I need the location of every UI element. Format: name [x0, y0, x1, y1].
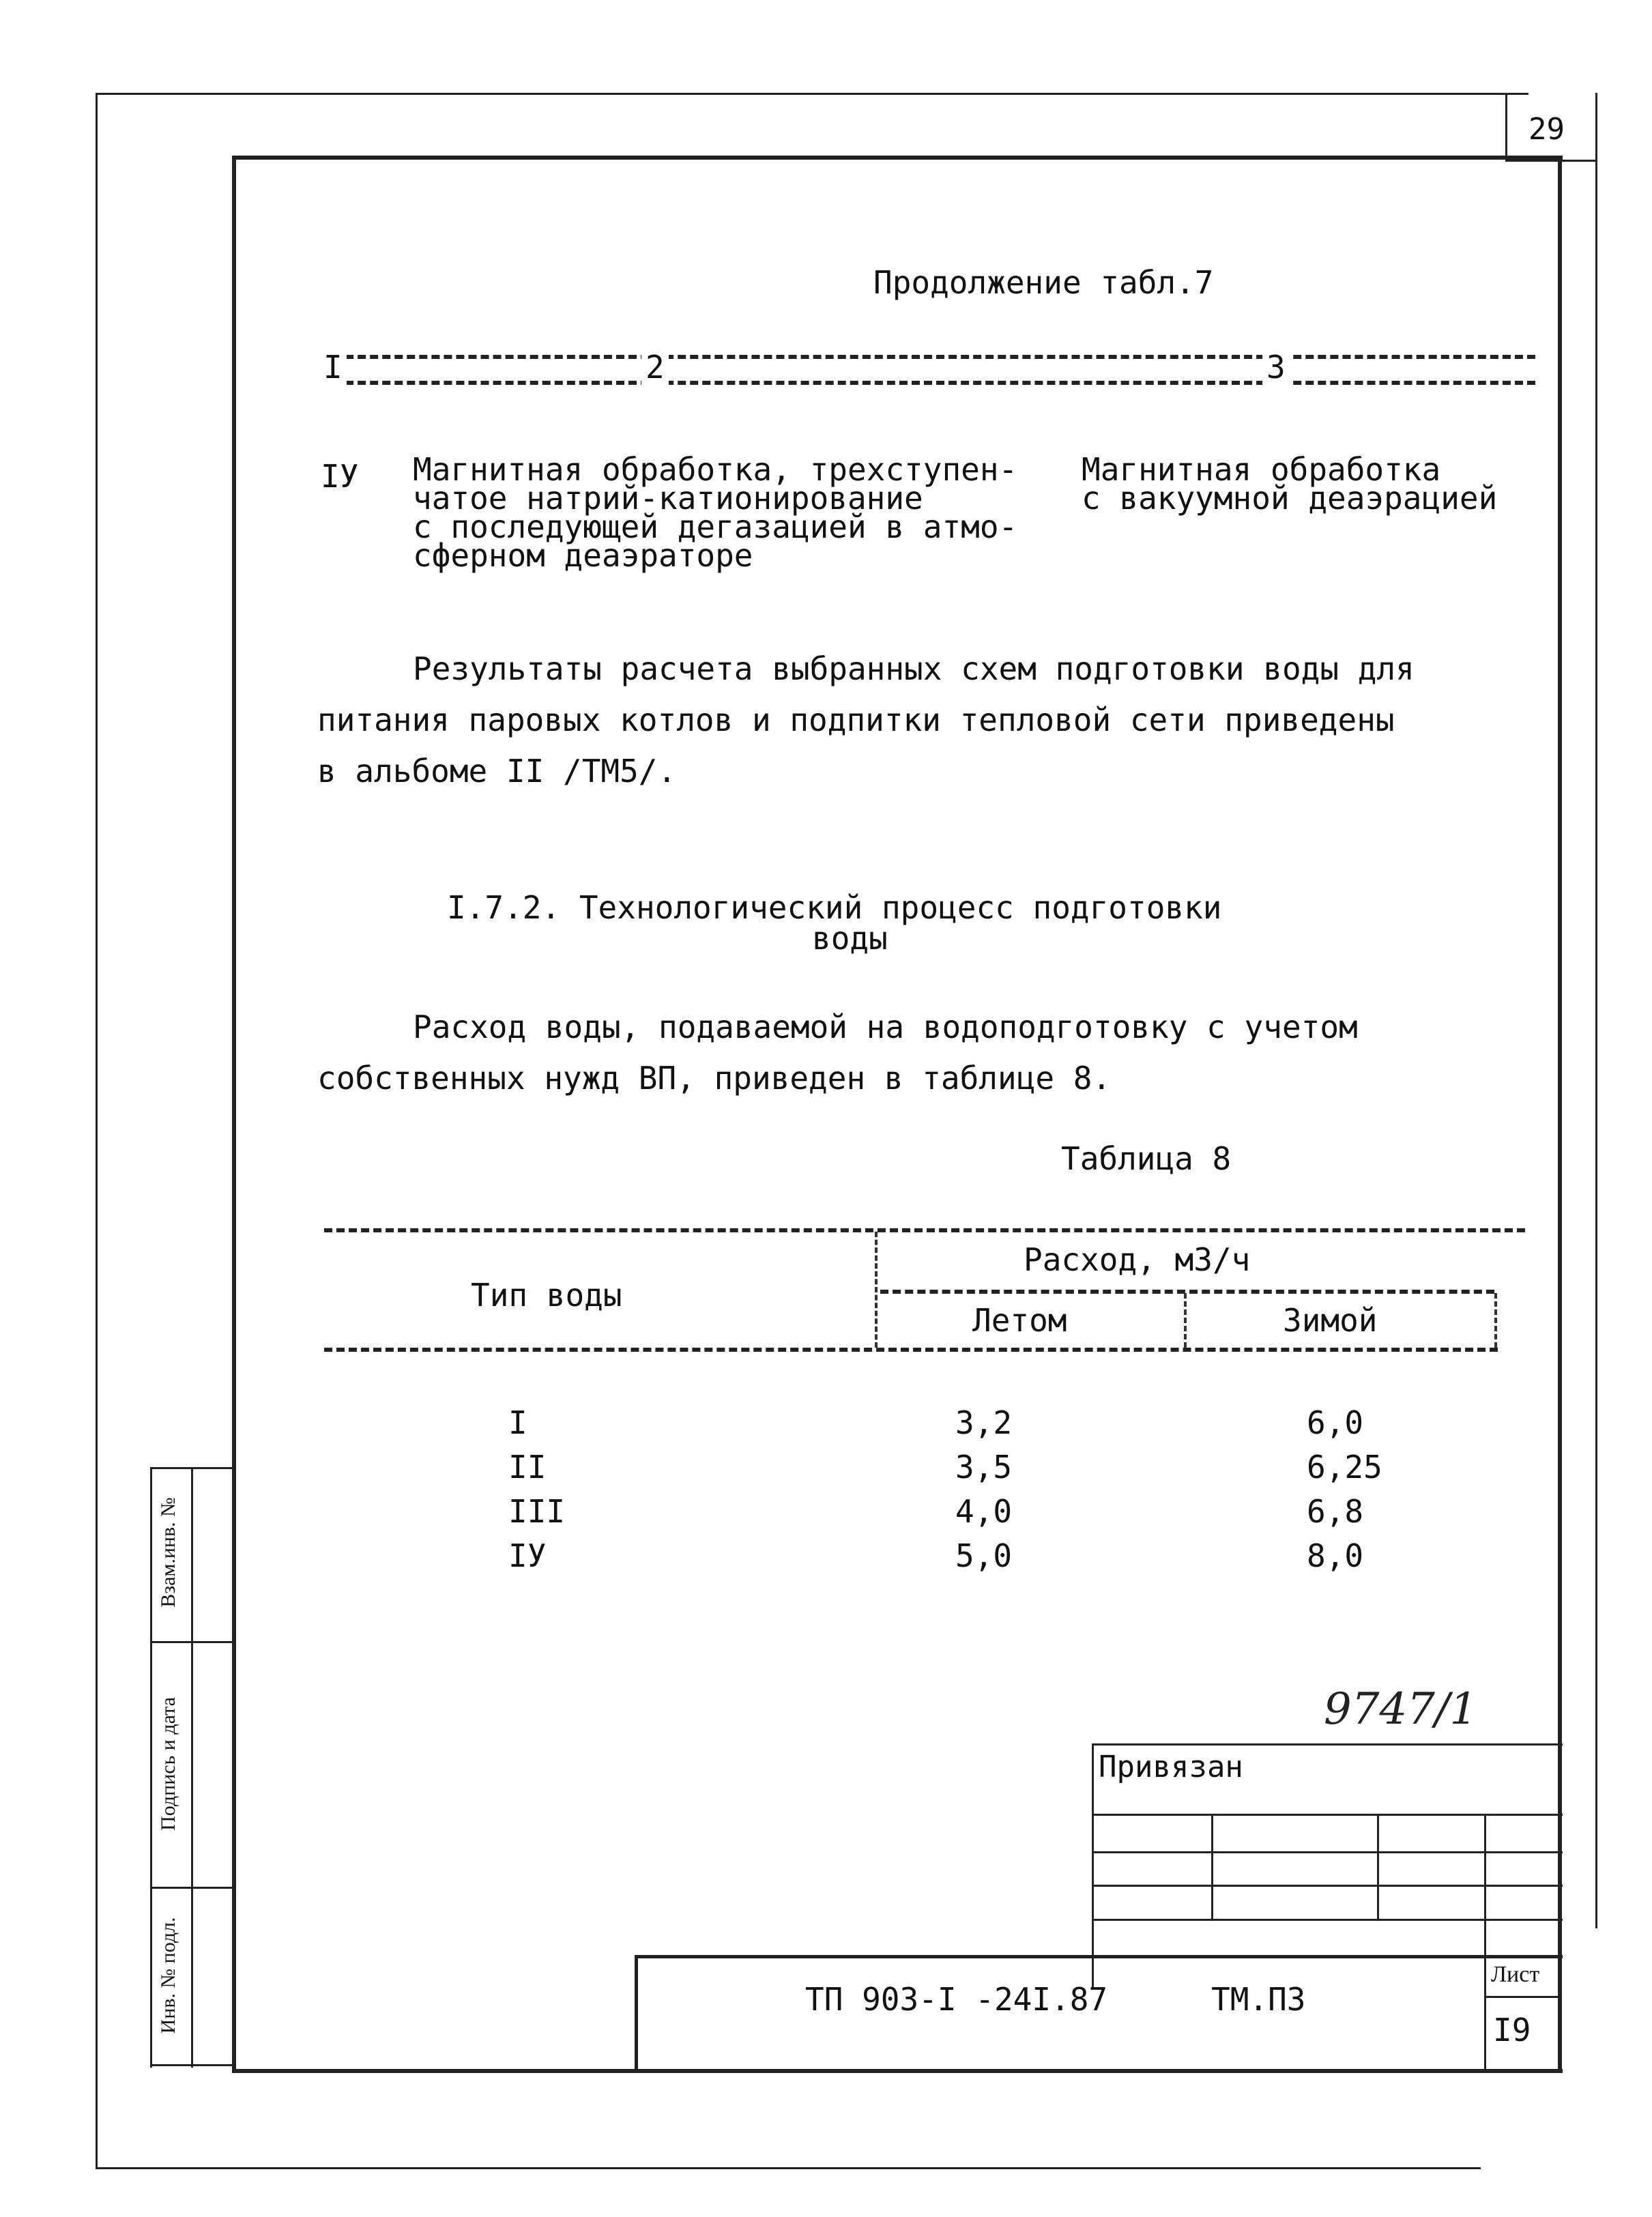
- table7-col3-line: с вакуумной деаэрацией: [1082, 480, 1498, 517]
- table8-cell-type: IУ: [508, 1537, 547, 1574]
- margin-strip-divider: [191, 1467, 193, 2068]
- table7-col1-number: I: [319, 347, 347, 388]
- table8-cell-summer: 4,0: [955, 1493, 1013, 1530]
- paragraph-line: в альбоме II /ТМ5/.: [317, 753, 677, 789]
- table8-cell-winter: 8,0: [1307, 1537, 1364, 1574]
- table8-col-divider-type: [875, 1232, 878, 1348]
- table8-cell-winter: 6,8: [1307, 1493, 1364, 1530]
- sheet-number: I9: [1493, 2012, 1531, 2048]
- table7-row-number: IУ: [321, 458, 359, 495]
- margin-label-podpis: Подпись и дата: [157, 1697, 179, 1831]
- table7-header-dash-bottom: [321, 381, 1535, 385]
- privyazan-rule-1: [1092, 1814, 1563, 1816]
- document-mark: ТМ.ПЗ: [1211, 1981, 1306, 2018]
- privyazan-col-1: [1211, 1815, 1213, 1921]
- table8-cell-winter: 6,0: [1307, 1404, 1364, 1441]
- table7-col3-number: 3: [1262, 347, 1290, 388]
- privyazan-rule-2: [1092, 1851, 1563, 1853]
- table8-col-divider-end: [1494, 1293, 1497, 1348]
- table7-col2-line: чатое натрий-катионирование: [413, 480, 923, 517]
- table8-cell-type: II: [508, 1449, 547, 1486]
- page-number-box-left: [1505, 93, 1507, 161]
- paragraph-line: собственных нужд ВП, приведен в таблице 8.: [317, 1060, 1112, 1097]
- title-block-sheet-rule: [1484, 1996, 1559, 1998]
- table7-header-dash-top: [321, 355, 1535, 359]
- paragraph-line: Результаты расчета выбранных схем подготовки воды для: [413, 650, 1415, 687]
- inner-frame-top: [232, 156, 1563, 160]
- outer-frame-top: [96, 93, 1528, 95]
- table7-col2-line: Магнитная обработка, трехступен-: [413, 451, 1018, 488]
- handwritten-number: 9747/1: [1324, 1684, 1478, 1735]
- privyazan-col-3: [1484, 1815, 1486, 1972]
- privyazan-col-2: [1377, 1815, 1379, 1921]
- table8-header-winter: Зимой: [1283, 1302, 1378, 1339]
- table8-cell-type: I: [508, 1404, 527, 1441]
- table8-header-group: Расход, м3/ч: [1024, 1241, 1251, 1278]
- table8-header-bottom-rule: [324, 1348, 1498, 1352]
- page-number-box-bottom: [1505, 160, 1597, 162]
- privyazan-top: [1092, 1743, 1563, 1745]
- margin-strip-bottom: [150, 2064, 233, 2066]
- table8-cell-winter: 6,25: [1307, 1449, 1382, 1486]
- table7-col3-line: Магнитная обработка: [1082, 451, 1441, 488]
- sheet-label: Лист: [1491, 1962, 1540, 1987]
- margin-strip-top: [150, 1467, 233, 1469]
- table8-caption: Таблица 8: [1061, 1140, 1232, 1177]
- privyazan-left: [1092, 1743, 1094, 1989]
- outer-frame-bottom: [96, 2167, 1481, 2169]
- outer-frame-left: [96, 93, 98, 2167]
- table8-cell-summer: 5,0: [955, 1537, 1013, 1574]
- table8-header-top-rule: [324, 1228, 1525, 1232]
- table8-header-type: Тип воды: [471, 1277, 622, 1314]
- inner-frame-right: [1558, 156, 1562, 2073]
- section-heading: I.7.2. Технологический процесс подготовки: [447, 889, 1222, 926]
- continuation-title: Продолжение табл.7: [873, 264, 1214, 301]
- privyazan-rule-4: [1092, 1919, 1563, 1921]
- paragraph-line: питания паровых котлов и подпитки тепловой сети приведены: [317, 701, 1395, 738]
- table7-col2-line: с последующей дегазацией в атмо-: [413, 508, 1018, 545]
- table7-col2-number: 2: [641, 347, 669, 388]
- margin-label-inv: Инв. № подл.: [157, 1917, 179, 2034]
- title-block-sheet-divider: [1484, 1955, 1486, 2071]
- inner-frame-bottom: [232, 2069, 1563, 2073]
- outer-frame-right: [1595, 93, 1597, 1928]
- table8-subheader-rule: [880, 1290, 1494, 1294]
- document-code: ТП 903-I -24I.87: [805, 1981, 1108, 2018]
- table8-cell-summer: 3,2: [955, 1404, 1013, 1441]
- privyazan-rule-3: [1092, 1885, 1563, 1887]
- table7-col2-line: сферном деаэраторе: [413, 537, 753, 574]
- privyazan-label: Привязан: [1099, 1750, 1243, 1784]
- paragraph-line: Расход воды, подаваемой на водоподготовку с учетом: [413, 1009, 1358, 1045]
- title-block-left: [635, 1955, 638, 2071]
- inner-frame-left: [232, 156, 236, 2073]
- table8-header-summer: Летом: [972, 1302, 1067, 1339]
- table8-cell-type: III: [508, 1493, 566, 1530]
- table8-cell-summer: 3,5: [955, 1449, 1013, 1486]
- margin-label-vzam: Взам.инв. №: [157, 1497, 179, 1608]
- margin-strip-left: [150, 1467, 152, 2068]
- title-block-top: [635, 1955, 1563, 1958]
- table8-col-divider-summer: [1184, 1293, 1187, 1348]
- section-heading-continued: воды: [812, 920, 888, 957]
- margin-strip-sep-1: [150, 1641, 233, 1643]
- page-number: 29: [1528, 112, 1565, 147]
